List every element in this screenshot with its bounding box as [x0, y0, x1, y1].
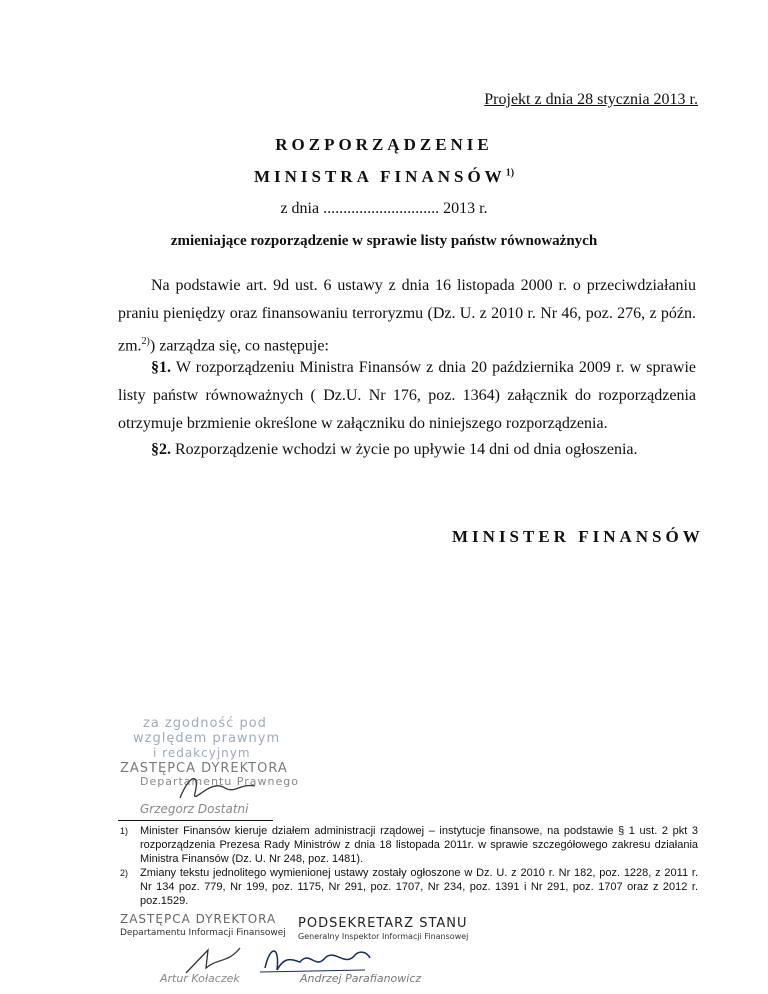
subject-line: zmieniające rozporządzenie w sprawie listy państw równoważnych	[170, 233, 598, 249]
stamp-bottom-left-line-1: ZASTĘPCA DYREKTORA	[120, 912, 277, 926]
footnote-2-text: Zmiany tekstu jednolitego wymienionej ustawy zostały ogłoszone w Dz. U. z 2010 r. Nr 182, poz. 1228, z 2011 r. Nr 134 poz. 779, Nr 199, poz. 1175, Nr 291, poz. 1707, Nr 234, poz. 1391 i Nr 291, poz. 1707 oraz z 2012 r. poz.1529.	[140, 867, 698, 907]
footnote-ref-2: 2)	[141, 336, 150, 347]
stamp-left-line-2: względem prawnym	[133, 731, 281, 746]
legal-basis-end: ) zarządza się, co następuje:	[149, 337, 329, 355]
footnote-1-text: Minister Finansów kieruje działem administracji rządowej – instytucje finansowe, na podstawie § 1 ust. 2 pkt 3 rozporządzenia Prezesa Rady Ministrów z dnia 18 listopada 2011r. w sprawie szczegółowego zakresu działania Ministra Finansów (Dz. U. Nr 248, poz. 1481).	[140, 825, 698, 865]
stamp-left-line-5: Departamentu Prawnego	[140, 775, 299, 788]
footnote-2-mark: 2)	[120, 868, 129, 878]
stamp-bottom-left-line-2: Departamentu Informacji Finansowej	[120, 928, 286, 938]
issuer-title	[0, 167, 768, 187]
project-note: Projekt z dnia 28 stycznia 2013 r.	[484, 91, 698, 108]
legal-basis-text: Na podstawie art. 9d ust. 6 ustawy z dnia 16 listopada 2000 r. o przeciwdziałaniu praniu pieniędzy oraz finansowaniu terroryzmu (Dz. U. z 2010 r. Nr 46, poz. 276, z późn. zm.	[118, 277, 696, 355]
paragraph-1	[118, 354, 696, 438]
paragraph-2-mark: §2.	[151, 441, 171, 458]
footnote-separator	[118, 820, 273, 821]
paragraph-2-text: Rozporządzenie wchodzi w życie po upływie 14 dni od dnia ogłoszenia.	[171, 441, 638, 458]
stamp-bottom-right-name: Andrzej Parafianowicz	[300, 972, 422, 985]
footnote-1	[120, 824, 698, 866]
stamp-bottom-right-line-2: Generalny Inspektor Informacji Finansowej	[298, 932, 469, 941]
paragraph-2	[118, 436, 696, 464]
stamp-bottom-left-name: Artur Kołaczek	[160, 972, 240, 985]
legal-basis-paragraph	[118, 272, 696, 360]
paragraph-1-text: W rozporządzeniu Ministra Finansów z dnia 20 października 2009 r. w sprawie listy państw równoważnych ( Dz.U. Nr 176, poz. 1364) załącznik do rozporządzenia otrzymuje brzmienie określone w załączniku do niniejszego rozporządzenia.	[118, 359, 696, 432]
paragraph-1-mark: §1.	[151, 359, 171, 376]
stamp-bottom-right-line-1: PODSEKRETARZ STANU	[298, 916, 468, 931]
stamp-left-line-4: ZASTĘPCA DYREKTORA	[120, 761, 288, 776]
footnote-ref-1: 1)	[505, 167, 515, 179]
document-type-title: ROZPORZĄDZENIE	[275, 135, 493, 154]
footnote-1-mark: 1)	[120, 826, 129, 836]
date-line: z dnia ............................. 2013 r.	[280, 200, 488, 217]
footnote-2	[120, 866, 698, 908]
signatory-title: MINISTER FINANSÓW	[452, 527, 704, 546]
issuer-text: MINISTRA FINANSÓW	[253, 167, 506, 186]
stamp-left-name: Grzegorz Dostatni	[140, 802, 249, 816]
stamp-left-line-3: i redakcyjnym	[153, 746, 251, 760]
stamp-left-line-1: za zgodność pod	[143, 716, 267, 731]
